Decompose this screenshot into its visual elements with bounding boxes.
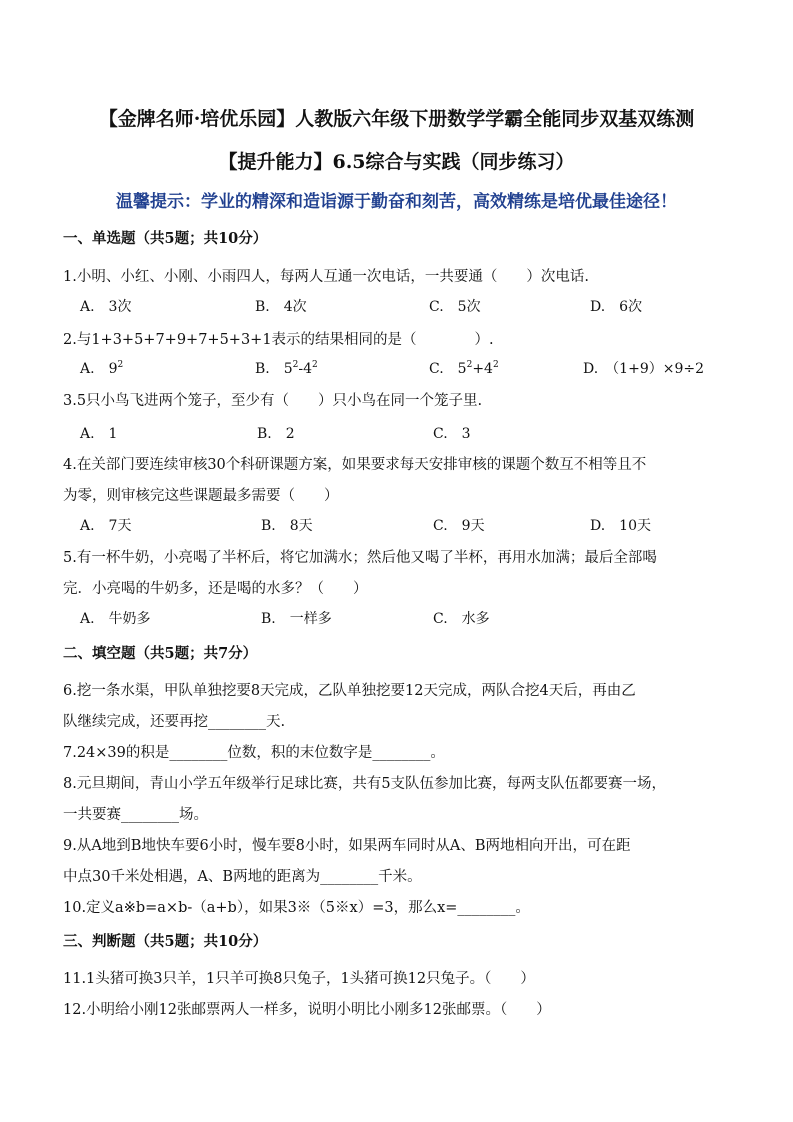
q2-option-c: C. $5^2+4^2$ bbox=[429, 360, 499, 377]
question-6-line1: 6.挖一条水渠，甲队单独挖要8天完成，乙队单独挖要12天完成，两队合挖4天后，再由乙 bbox=[63, 683, 636, 699]
q5-option-c: C. 水多 bbox=[433, 611, 490, 627]
q5-option-b: B. 一样多 bbox=[261, 611, 332, 627]
question-5-line1: 5.有一杯牛奶，小亮喝了半杯后，将它加满水；然后他又喝了半杯，再用水加满；最后全部喝 bbox=[63, 550, 657, 566]
q1-option-a: A. 3次 bbox=[80, 299, 132, 315]
question-2: 2.与1+3+5+7+9+7+5+3+1表示的结果相同的是（ ）. bbox=[63, 332, 494, 348]
question-5-line2: 完．小亮喝的牛奶多，还是喝的水多？（ ） bbox=[63, 581, 368, 597]
q1-option-c: C. 5次 bbox=[429, 299, 481, 315]
question-4-line2: 为零，则审核完这些课题最多需要（ ） bbox=[63, 488, 339, 504]
question-8-line2: 一共要赛________场。 bbox=[63, 807, 208, 823]
q4-option-a: A. 7天 bbox=[80, 518, 132, 534]
q1-option-b: B. 4次 bbox=[255, 299, 307, 315]
question-12: 12.小明给小刚12张邮票两人一样多，说明小明比小刚多12张邮票。（ ） bbox=[63, 1002, 551, 1018]
q4-option-d: D. 10天 bbox=[590, 518, 651, 534]
tip-banner: 温馨提示：学业的精深和造诣源于勤奋和刻苦，高效精练是培优最佳途径！ bbox=[116, 192, 677, 212]
q2-option-b: B. $5^2-4^2$ bbox=[255, 360, 318, 377]
q4-option-c: C. 9天 bbox=[433, 518, 485, 534]
question-7: 7.24×39的积是________位数，积的末位数字是________。 bbox=[63, 745, 445, 761]
section-single-choice: 一、单选题（共5题；共10分） bbox=[63, 230, 268, 247]
question-6-line2: 队继续完成，还要再挖________天. bbox=[63, 714, 286, 730]
section-true-false: 三、判断题（共5题；共10分） bbox=[63, 933, 268, 950]
question-4-line1: 4.在关部门要连续审核30个科研课题方案，如果要求每天安排审核的课题个数互不相等且不 bbox=[63, 457, 647, 473]
q2-option-d: D. （1+9）×9÷2 bbox=[583, 361, 704, 377]
question-1: 1.小明、小红、小刚、小雨四人，每两人互通一次电话，一共要通（ ）次电话. bbox=[63, 269, 589, 285]
question-8-line1: 8.元旦期间，青山小学五年级举行足球比赛，共有5支队伍参加比赛，每两支队伍都要赛一场， bbox=[63, 776, 667, 792]
question-3: 3.5只小鸟飞进两个笼子，至少有（ ）只小鸟在同一个笼子里. bbox=[63, 393, 483, 409]
question-9-line1: 9.从A地到B地快车要6小时，慢车要8小时，如果两车同时从A、B两地相向开出，可在距 bbox=[63, 838, 631, 854]
q5-option-a: A. 牛奶多 bbox=[80, 611, 151, 627]
q1-option-d: D. 6次 bbox=[590, 299, 643, 315]
q2-option-a: A. $9^2$ bbox=[80, 360, 124, 377]
document-title-line2: 【提升能力】6.5综合与实践（同步练习） bbox=[218, 151, 575, 173]
document-title-line1: 【金牌名师·培优乐园】人教版六年级下册数学学霸全能同步双基双练测 bbox=[98, 108, 695, 130]
q3-option-a: A. 1 bbox=[80, 426, 118, 442]
q3-option-c: C. 3 bbox=[433, 426, 471, 442]
question-10: 10.定义a※b=a×b-（a+b），如果3※（5※x）=3，那么x=________。 bbox=[63, 900, 530, 916]
q4-option-b: B. 8天 bbox=[261, 518, 313, 534]
q3-option-b: B. 2 bbox=[257, 426, 295, 442]
section-fill-blank: 二、填空题（共5题；共7分） bbox=[63, 645, 258, 662]
question-9-line2: 中点30千米处相遇，A、B两地的距离为________千米。 bbox=[63, 869, 422, 885]
question-11: 11.1头猪可换3只羊，1只羊可换8只兔子，1头猪可换12只兔子。（ ） bbox=[63, 971, 535, 987]
